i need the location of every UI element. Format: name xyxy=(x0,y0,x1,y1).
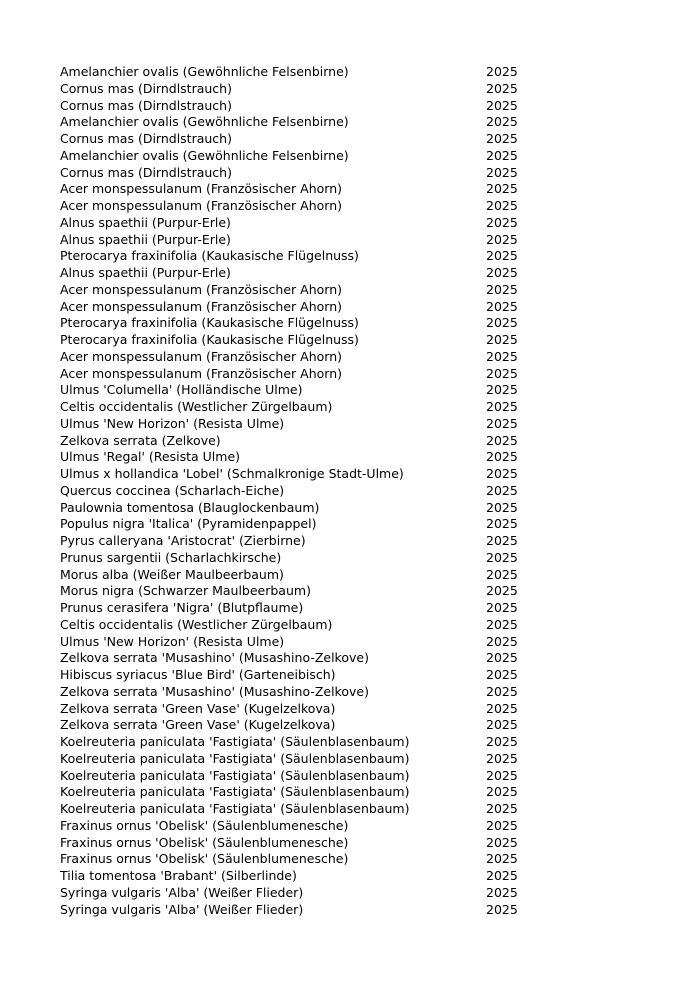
planting-year: 2025 xyxy=(486,667,518,682)
tree-species-name: Acer monspessulanum (Französischer Ahorn) xyxy=(60,365,342,381)
list-item xyxy=(60,600,520,617)
list-item xyxy=(60,868,520,885)
planting-year: 2025 xyxy=(486,549,518,565)
planting-year: 2025 xyxy=(486,131,518,146)
tree-species-name: Koelreuteria paniculata 'Fastigiata' (Säulenblasenbaum) xyxy=(60,750,410,766)
list-item xyxy=(60,265,520,282)
tree-species-name: Morus nigra (Schwarzer Maulbeerbaum) xyxy=(60,583,311,599)
list-item xyxy=(60,198,520,215)
planting-year: 2025 xyxy=(486,482,518,498)
tree-species-name: Acer monspessulanum (Französischer Ahorn) xyxy=(60,348,342,364)
tree-species-name: Pyrus calleryana 'Aristocrat' (Zierbirne) xyxy=(60,533,306,548)
list-item xyxy=(60,114,520,131)
tree-species-name: Zelkova serrata 'Musashino' (Musashino-Zelkove) xyxy=(60,683,369,699)
list-item xyxy=(60,483,520,500)
tree-species-name: Amelanchier ovalis (Gewöhnliche Felsenbirne) xyxy=(60,64,349,79)
tree-species-name: Celtis occidentalis (Westlicher Zürgelbaum) xyxy=(60,399,333,414)
tree-species-name: Koelreuteria paniculata 'Fastigiata' (Säulenblasenbaum) xyxy=(60,734,410,749)
tree-species-name: Hibiscus syriacus 'Blue Bird' (Garteneibisch) xyxy=(60,667,336,682)
planting-year: 2025 xyxy=(486,449,518,465)
tree-species-name: Zelkova serrata 'Musashino' (Musashino-Zelkove) xyxy=(60,650,369,666)
planting-year: 2025 xyxy=(486,348,518,364)
list-item xyxy=(60,382,520,399)
tree-species-name: Celtis occidentalis (Westlicher Zürgelbaum) xyxy=(60,616,333,632)
list-item xyxy=(60,248,520,265)
tree-species-name: Paulownia tomentosa (Blauglockenbaum) xyxy=(60,499,320,515)
list-item xyxy=(60,466,520,483)
planting-year: 2025 xyxy=(486,683,518,699)
planting-year: 2025 xyxy=(486,633,518,649)
planting-year: 2025 xyxy=(486,566,518,582)
list-item xyxy=(60,902,520,919)
list-item xyxy=(60,165,520,182)
tree-planting-list xyxy=(60,64,520,918)
list-item xyxy=(60,315,520,332)
planting-year: 2025 xyxy=(486,884,518,900)
planting-year: 2025 xyxy=(486,834,518,850)
tree-species-name: Acer monspessulanum (Französischer Ahorn) xyxy=(60,298,342,314)
list-item xyxy=(60,885,520,902)
list-item xyxy=(60,282,520,299)
list-item xyxy=(60,81,520,98)
tree-species-name: Cornus mas (Dirndlstrauch) xyxy=(60,97,232,113)
planting-year: 2025 xyxy=(486,851,518,867)
planting-year: 2025 xyxy=(486,214,518,230)
planting-year: 2025 xyxy=(486,231,518,247)
tree-species-name: Acer monspessulanum (Französischer Ahorn) xyxy=(60,198,342,213)
tree-species-name: Pterocarya fraxinifolia (Kaukasische Flügelnuss) xyxy=(60,315,359,331)
planting-year: 2025 xyxy=(486,583,518,599)
tree-species-name: Quercus coccinea (Scharlach-Eiche) xyxy=(60,482,285,498)
tree-species-name: Cornus mas (Dirndlstrauch) xyxy=(60,80,232,96)
tree-species-name: Ulmus 'New Horizon' (Resista Ulme) xyxy=(60,415,285,431)
list-item xyxy=(60,215,520,232)
tree-species-name: Amelanchier ovalis (Gewöhnliche Felsenbirne) xyxy=(60,114,349,130)
tree-species-name: Pterocarya fraxinifolia (Kaukasische Flügelnuss) xyxy=(60,332,359,347)
list-item xyxy=(60,131,520,148)
list-item xyxy=(60,667,520,684)
planting-year: 2025 xyxy=(486,650,518,666)
list-item xyxy=(60,232,520,249)
tree-species-name: Populus nigra 'Italica' (Pyramidenpappel) xyxy=(60,516,317,532)
planting-year: 2025 xyxy=(486,784,518,800)
planting-year: 2025 xyxy=(486,700,518,716)
list-item xyxy=(60,583,520,600)
tree-species-name: Syringa vulgaris 'Alba' (Weißer Flieder) xyxy=(60,884,304,900)
planting-year: 2025 xyxy=(486,516,518,532)
planting-year: 2025 xyxy=(486,415,518,431)
tree-species-name: Zelkova serrata 'Green Vase' (Kugelzelkova) xyxy=(60,700,336,716)
planting-year: 2025 xyxy=(486,164,518,180)
planting-year: 2025 xyxy=(486,600,518,615)
planting-year: 2025 xyxy=(486,265,518,280)
tree-species-name: Fraxinus ornus 'Obelisk' (Säulenblumenesche) xyxy=(60,834,349,850)
tree-species-name: Alnus spaethii (Purpur-Erle) xyxy=(60,231,231,247)
list-item xyxy=(60,416,520,433)
planting-year: 2025 xyxy=(486,767,518,783)
list-item xyxy=(60,784,520,801)
planting-year: 2025 xyxy=(486,432,518,448)
tree-species-name: Zelkova serrata 'Green Vase' (Kugelzelkova) xyxy=(60,717,336,733)
tree-species-name: Koelreuteria paniculata 'Fastigiata' (Säulenblasenbaum) xyxy=(60,767,410,783)
planting-year: 2025 xyxy=(486,750,518,766)
planting-year: 2025 xyxy=(486,181,518,197)
list-item xyxy=(60,835,520,852)
list-item xyxy=(60,64,520,81)
planting-year: 2025 xyxy=(486,281,518,297)
planting-year: 2025 xyxy=(486,868,518,883)
planting-year: 2025 xyxy=(486,365,518,381)
list-item xyxy=(60,550,520,567)
list-item xyxy=(60,500,520,517)
tree-species-name: Ulmus x hollandica 'Lobel' (Schmalkronige Stadt-Ulme) xyxy=(60,466,404,481)
planting-year: 2025 xyxy=(486,734,518,749)
list-item xyxy=(60,768,520,785)
tree-species-name: Tilia tomentosa 'Brabant' (Silberlinde) xyxy=(60,868,297,883)
tree-species-name: Prunus sargentii (Scharlachkirsche) xyxy=(60,549,282,565)
planting-year: 2025 xyxy=(486,298,518,314)
tree-species-name: Prunus cerasifera 'Nigra' (Blutpflaume) xyxy=(60,600,304,615)
planting-year: 2025 xyxy=(486,382,518,398)
list-item xyxy=(60,181,520,198)
planting-year: 2025 xyxy=(486,801,518,816)
planting-year: 2025 xyxy=(486,315,518,331)
planting-year: 2025 xyxy=(486,147,518,163)
planting-year: 2025 xyxy=(486,248,518,264)
list-item xyxy=(60,717,520,734)
list-item xyxy=(60,617,520,634)
planting-year: 2025 xyxy=(486,97,518,113)
list-item xyxy=(60,449,520,466)
list-item xyxy=(60,734,520,751)
list-item xyxy=(60,801,520,818)
tree-species-name: Fraxinus ornus 'Obelisk' (Säulenblumenesche) xyxy=(60,817,349,833)
list-item xyxy=(60,701,520,718)
tree-species-name: Cornus mas (Dirndlstrauch) xyxy=(60,164,232,180)
list-item xyxy=(60,684,520,701)
planting-year: 2025 xyxy=(486,533,518,548)
list-item xyxy=(60,332,520,349)
list-item xyxy=(60,533,520,550)
planting-year: 2025 xyxy=(486,64,518,79)
planting-year: 2025 xyxy=(486,466,518,481)
tree-species-name: Cornus mas (Dirndlstrauch) xyxy=(60,131,232,146)
tree-species-name: Morus alba (Weißer Maulbeerbaum) xyxy=(60,566,284,582)
list-item xyxy=(60,98,520,115)
tree-species-name: Koelreuteria paniculata 'Fastigiata' (Säulenblasenbaum) xyxy=(60,801,410,816)
tree-species-name: Fraxinus ornus 'Obelisk' (Säulenblumenesche) xyxy=(60,851,349,867)
tree-species-name: Alnus spaethii (Purpur-Erle) xyxy=(60,265,231,280)
tree-species-name: Zelkova serrata (Zelkove) xyxy=(60,432,221,448)
tree-species-name: Ulmus 'Columella' (Holländische Ulme) xyxy=(60,382,303,398)
planting-year: 2025 xyxy=(486,114,518,130)
tree-species-name: Koelreuteria paniculata 'Fastigiata' (Säulenblasenbaum) xyxy=(60,784,410,800)
list-item xyxy=(60,567,520,584)
tree-species-name: Acer monspessulanum (Französischer Ahorn) xyxy=(60,281,342,297)
list-item xyxy=(60,516,520,533)
list-item xyxy=(60,399,520,416)
tree-species-name: Amelanchier ovalis (Gewöhnliche Felsenbirne) xyxy=(60,147,349,163)
planting-year: 2025 xyxy=(486,717,518,733)
list-item xyxy=(60,851,520,868)
tree-species-name: Syringa vulgaris 'Alba' (Weißer Flieder) xyxy=(60,901,304,917)
list-item xyxy=(60,650,520,667)
planting-year: 2025 xyxy=(486,399,518,414)
planting-year: 2025 xyxy=(486,499,518,515)
planting-year: 2025 xyxy=(486,332,518,347)
tree-species-name: Ulmus 'Regal' (Resista Ulme) xyxy=(60,449,241,465)
planting-year: 2025 xyxy=(486,817,518,833)
tree-species-name: Acer monspessulanum (Französischer Ahorn) xyxy=(60,181,342,197)
list-item xyxy=(60,299,520,316)
list-item xyxy=(60,366,520,383)
planting-year: 2025 xyxy=(486,80,518,96)
planting-year: 2025 xyxy=(486,198,518,213)
planting-year: 2025 xyxy=(486,901,518,917)
list-item xyxy=(60,349,520,366)
list-item xyxy=(60,751,520,768)
list-item xyxy=(60,148,520,165)
list-item xyxy=(60,634,520,651)
tree-species-name: Pterocarya fraxinifolia (Kaukasische Flügelnuss) xyxy=(60,248,359,264)
planting-year: 2025 xyxy=(486,616,518,632)
tree-species-name: Ulmus 'New Horizon' (Resista Ulme) xyxy=(60,633,285,649)
list-item xyxy=(60,818,520,835)
tree-species-name: Alnus spaethii (Purpur-Erle) xyxy=(60,214,231,230)
list-item xyxy=(60,433,520,450)
